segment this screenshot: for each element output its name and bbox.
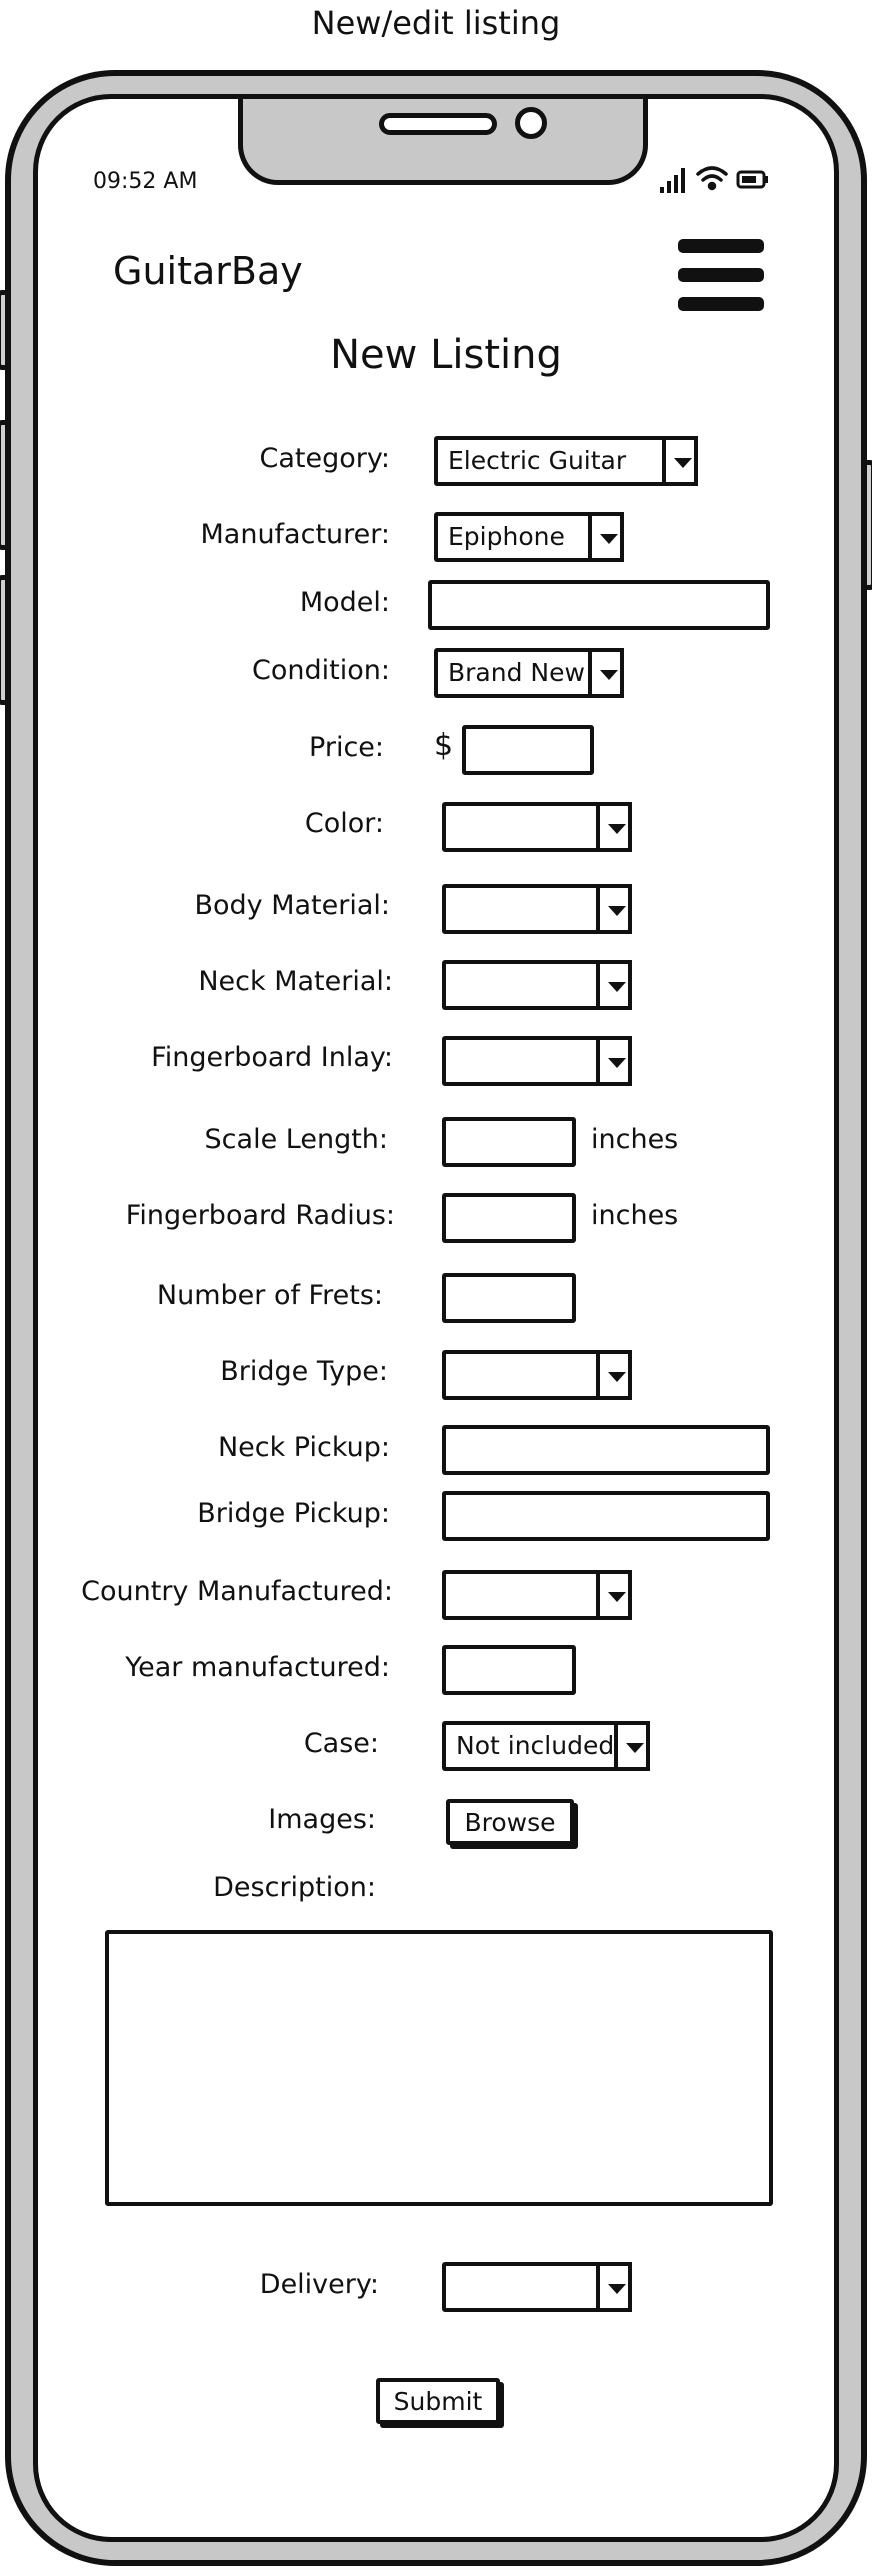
neck-pickup-input[interactable] [442, 1425, 770, 1475]
country-manufactured-select[interactable] [442, 1570, 632, 1620]
manufacturer-value: Epiphone [448, 522, 565, 551]
camera-icon [515, 107, 547, 139]
case-value: Not included [456, 1731, 615, 1760]
bridge-pickup-label: Bridge Pickup: [197, 1498, 390, 1529]
battery-icon [738, 172, 768, 187]
year-manufactured-input[interactable] [442, 1645, 576, 1695]
fingerboard-radius-label: Fingerboard Radius: [125, 1200, 395, 1231]
neck-material-select[interactable] [442, 960, 632, 1010]
phone-notch [238, 94, 648, 185]
number-of-frets-input[interactable] [442, 1273, 576, 1323]
brand-logo[interactable]: GuitarBay [113, 249, 303, 293]
delivery-label: Delivery: [259, 2269, 379, 2300]
manufacturer-label: Manufacturer: [200, 519, 390, 550]
model-label: Model: [299, 587, 390, 618]
fingerboard-inlay-label: Fingerboard Inlay: [151, 1042, 393, 1073]
neck-material-label: Neck Material: [198, 966, 393, 997]
scale-length-input[interactable] [442, 1117, 576, 1167]
body-material-label: Body Material: [194, 890, 390, 921]
fingerboard-radius-input[interactable] [442, 1193, 576, 1243]
year-manufactured-label: Year manufactured: [125, 1652, 390, 1683]
color-select[interactable] [442, 802, 632, 852]
wifi-icon [698, 168, 726, 189]
delivery-select[interactable] [442, 2262, 632, 2312]
condition-select[interactable] [434, 648, 624, 698]
bridge-pickup-input[interactable] [442, 1491, 770, 1541]
category-value: Electric Guitar [448, 446, 627, 475]
chevron-down-icon[interactable] [596, 1350, 632, 1400]
price-currency: $ [434, 728, 454, 763]
status-time: 09:52 AM [93, 169, 198, 194]
hamburger-menu-icon[interactable] [678, 239, 764, 311]
phone-screen [33, 94, 839, 2542]
scale-length-label: Scale Length: [204, 1124, 388, 1155]
neck-pickup-label: Neck Pickup: [217, 1432, 390, 1463]
description-textarea[interactable] [105, 1930, 773, 2206]
manufacturer-select[interactable] [434, 512, 624, 562]
bridge-type-select[interactable] [442, 1350, 632, 1400]
browse-button[interactable]: Browse [446, 1799, 574, 1845]
bridge-type-label: Bridge Type: [220, 1356, 388, 1387]
fingerboard-radius-unit: inches [591, 1200, 679, 1231]
chevron-down-icon[interactable] [588, 648, 624, 698]
chevron-down-icon[interactable] [588, 512, 624, 562]
speaker-icon [379, 113, 497, 135]
category-label: Category: [259, 443, 390, 474]
page-title: New Listing [330, 332, 562, 378]
chevron-down-icon[interactable] [596, 884, 632, 934]
chevron-down-icon[interactable] [614, 1721, 650, 1771]
price-label: Price: [309, 732, 384, 763]
images-label: Images: [268, 1804, 376, 1835]
signal-icon [660, 168, 685, 193]
phone-frame [5, 70, 867, 2566]
page-caption: New/edit listing [311, 4, 561, 42]
chevron-down-icon[interactable] [596, 1036, 632, 1086]
fingerboard-inlay-select[interactable] [442, 1036, 632, 1086]
country-manufactured-label: Country Manufactured: [81, 1576, 393, 1607]
submit-button[interactable]: Submit [376, 2378, 500, 2424]
chevron-down-icon[interactable] [596, 1570, 632, 1620]
body-material-select[interactable] [442, 884, 632, 934]
chevron-down-icon[interactable] [596, 802, 632, 852]
color-label: Color: [304, 808, 384, 839]
condition-label: Condition: [252, 655, 390, 686]
scale-length-unit: inches [591, 1124, 679, 1155]
chevron-down-icon[interactable] [662, 436, 698, 486]
category-select[interactable] [434, 436, 698, 486]
chevron-down-icon[interactable] [596, 960, 632, 1010]
model-input[interactable] [428, 580, 770, 630]
case-select[interactable] [442, 1721, 650, 1771]
chevron-down-icon[interactable] [596, 2262, 632, 2312]
number-of-frets-label: Number of Frets: [156, 1280, 383, 1311]
description-label: Description: [213, 1872, 376, 1903]
status-icons [658, 163, 788, 195]
condition-value: Brand New [448, 658, 585, 687]
case-label: Case: [303, 1728, 379, 1759]
price-input[interactable] [462, 725, 594, 775]
